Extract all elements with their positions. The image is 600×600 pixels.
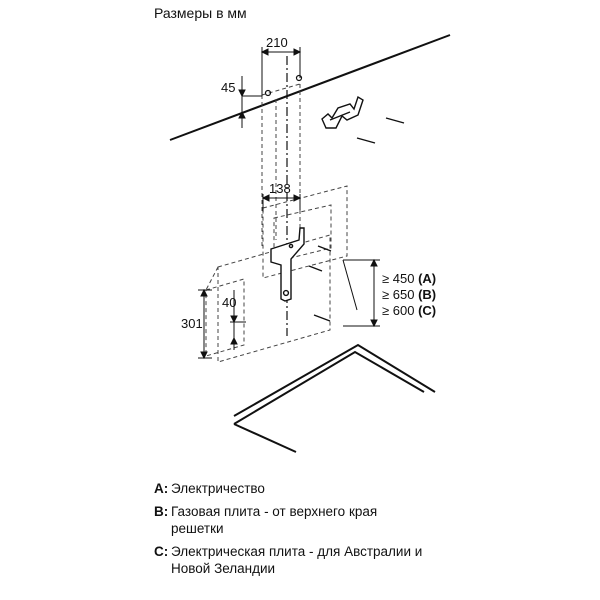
legend [154, 480, 584, 583]
legend-item-b [154, 503, 584, 537]
dim-clearance [343, 260, 380, 326]
dim-138 [263, 194, 300, 212]
dim-45-label: 45 [221, 80, 236, 95]
legend-key-a: A: [154, 481, 169, 496]
bracket-screws [309, 246, 331, 321]
ceiling-clip [322, 97, 363, 128]
dim-45 [239, 76, 262, 128]
clearance-label-c: ≥ 600 (C) [382, 303, 437, 318]
legend-key-b: B: [154, 504, 169, 519]
legend-item-a [154, 480, 584, 497]
legend-key-c: C: [154, 544, 169, 559]
clearance-labels [382, 271, 436, 318]
dim-301-label: 301 [181, 316, 203, 331]
legend-item-c [154, 543, 584, 577]
ceiling-line [170, 35, 450, 140]
diagram-title: Размеры в мм [154, 5, 247, 21]
dim-210 [262, 47, 300, 96]
legend-text-c: Электрическая плита - для Австралии и Новой Зеландии [171, 544, 423, 576]
chimney-outline [262, 84, 300, 246]
cooktop [234, 345, 435, 452]
clearance-label-a: ≥ 450 (A) [382, 271, 437, 286]
dim-40-label: 40 [222, 295, 237, 310]
legend-text-b: Газовая плита - от верхнего края решетки [171, 504, 378, 536]
clearance-label-b: ≥ 650 (B) [382, 287, 437, 302]
legend-text-a: Электричество [171, 481, 265, 496]
dim-210-label: 210 [266, 35, 288, 50]
dim-138-label: 138 [269, 181, 291, 196]
ceiling-screws [357, 118, 404, 143]
